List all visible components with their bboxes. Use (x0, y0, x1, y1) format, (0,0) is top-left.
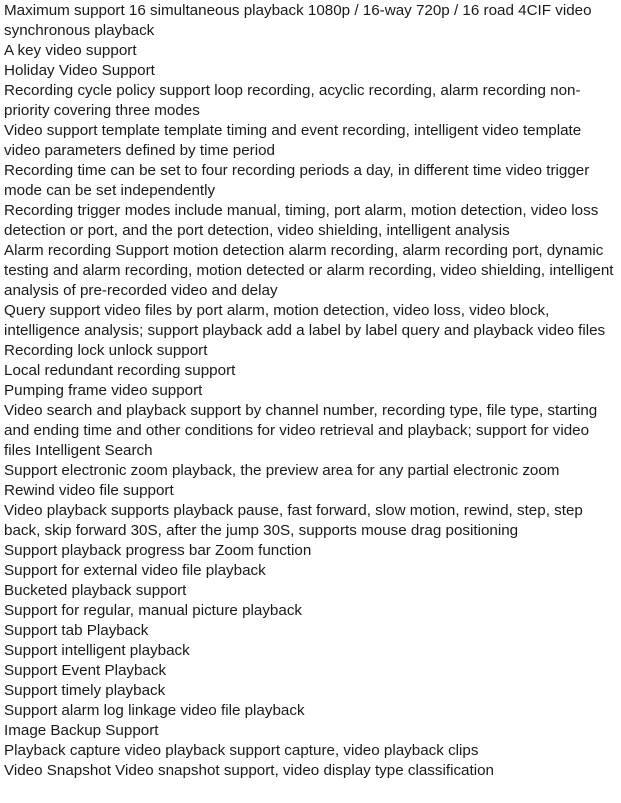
feature-line: Recording trigger modes include manual, timing, port alarm, motion detection, video loss detection or port, and the port detection, video shielding, intelligent analysis (4, 202, 599, 239)
feature-line: Support intelligent playback (4, 642, 190, 659)
feature-line: Video support template template timing and event recording, intelligent video template video parameters defined by time period (4, 122, 582, 159)
feature-line: Support playback progress bar Zoom function (4, 542, 312, 559)
feature-line: Local redundant recording support (4, 362, 236, 379)
feature-line: Playback capture video playback support capture, video playback clips (4, 742, 479, 759)
feature-line: Support alarm log linkage video file playback (4, 702, 305, 719)
feature-line: Video playback supports playback pause, fast forward, slow motion, rewind, step, step back, skip forward 30S, after the jump 30S, supports mouse drag positioning (4, 502, 583, 539)
feature-line: Recording lock unlock support (4, 342, 208, 359)
feature-line: Support for regular, manual picture playback (4, 602, 303, 619)
feature-line: Video Snapshot Video snapshot support, video display type classification (4, 762, 494, 779)
feature-line: Video search and playback support by channel number, recording type, file type, starting and ending time and other conditions for video retrieval and playback; support for video files Intelligent Search (4, 402, 598, 459)
feature-line: Support for external video file playback (4, 562, 266, 579)
feature-line: A key video support (4, 42, 137, 59)
feature-line: Holiday Video Support (4, 62, 155, 79)
feature-line: Recording time can be set to four recording periods a day, in different time video trigger mode can be set independently (4, 162, 590, 199)
feature-line: Image Backup Support (4, 722, 159, 739)
feature-line: Maximum support 16 simultaneous playback 1080p / 16-way 720p / 16 road 4CIF video synchronous playback (4, 2, 592, 39)
feature-line: Recording cycle policy support loop recording, acyclic recording, alarm recording non-priority covering three modes (4, 82, 581, 119)
feature-line: Query support video files by port alarm, motion detection, video loss, video block, intelligence analysis; support playback add a label by label query and playback video files (4, 302, 606, 339)
feature-line: Support timely playback (4, 682, 166, 699)
feature-line: Support Event Playback (4, 662, 167, 679)
feature-line: Support tab Playback (4, 622, 149, 639)
feature-line: Bucketed playback support (4, 582, 187, 599)
feature-line: Support electronic zoom playback, the preview area for any partial electronic zoom (4, 462, 560, 479)
feature-line: Pumping frame video support (4, 382, 203, 399)
feature-line: Rewind video file support (4, 482, 174, 499)
feature-line: Alarm recording Support motion detection alarm recording, alarm recording port, dynamic testing and alarm recording, motion detected or alarm recording, video shielding, intelligent analysis of pre-recorded video and delay (4, 242, 614, 299)
